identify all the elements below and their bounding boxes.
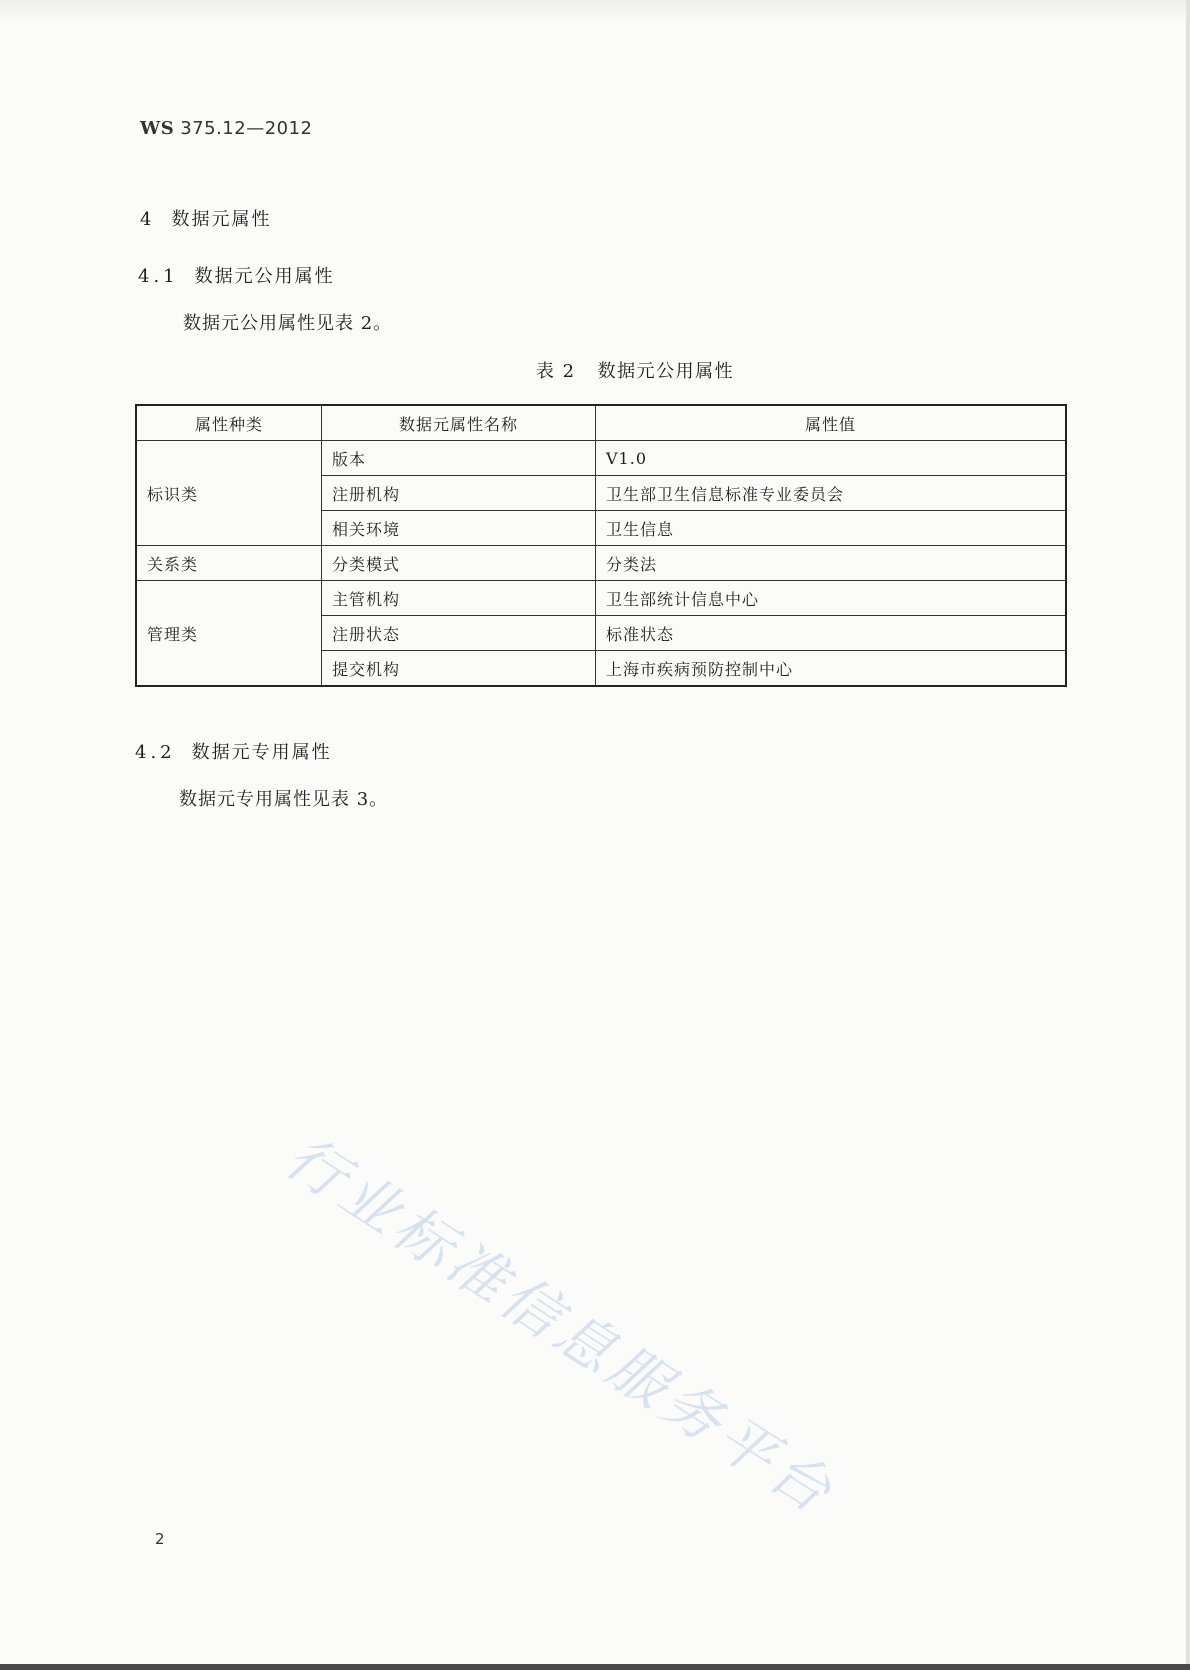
section-4-1-title: 数据元公用属性 xyxy=(194,266,335,287)
attribute-value-cell: 卫生部卫生信息标准专业委员会 xyxy=(596,476,1067,511)
table-row xyxy=(136,546,1066,581)
section-4-heading xyxy=(140,205,271,231)
section-4-1-heading xyxy=(138,262,335,288)
common-attributes-table xyxy=(135,404,1067,687)
attribute-name-cell: 相关环境 xyxy=(322,511,596,546)
attribute-name-cell: 版本 xyxy=(322,441,596,476)
table-row xyxy=(136,441,1066,476)
table-header-row xyxy=(136,405,1066,441)
category-cell: 关系类 xyxy=(136,546,322,581)
attribute-name-cell: 提交机构 xyxy=(322,651,596,687)
attribute-name-cell: 主管机构 xyxy=(322,581,596,616)
doc-code-number: 375.12—2012 xyxy=(180,118,313,139)
attribute-value-cell: 上海市疾病预防控制中心 xyxy=(596,651,1067,687)
category-cell: 标识类 xyxy=(136,441,322,546)
scan-edge-bottom xyxy=(0,1664,1190,1670)
attribute-value-cell: 卫生信息 xyxy=(596,511,1067,546)
attribute-name-cell: 注册状态 xyxy=(322,616,596,651)
scan-edge-top xyxy=(0,0,1190,22)
attribute-value-cell: 分类法 xyxy=(596,546,1067,581)
category-cell: 管理类 xyxy=(136,581,322,687)
section-4-2-number: 4.2 xyxy=(135,742,176,763)
page-number: 2 xyxy=(155,1530,165,1548)
table-2-caption xyxy=(0,357,1190,383)
section-4-1-number: 4.1 xyxy=(138,266,179,287)
section-4-title: 数据元属性 xyxy=(171,209,272,230)
attribute-value-cell: V1.0 xyxy=(596,441,1067,476)
doc-code-prefix: WS xyxy=(140,118,175,139)
table-row xyxy=(136,581,1066,616)
section-4-number: 4 xyxy=(140,209,156,230)
section-4-1-paragraph: 数据元公用属性见表 2。 xyxy=(183,313,393,334)
table-2-title: 数据元公用属性 xyxy=(597,361,735,382)
table-2-number: 表 2 xyxy=(535,361,576,382)
attribute-name-cell: 注册机构 xyxy=(322,476,596,511)
section-4-2-heading xyxy=(135,738,332,764)
header-attribute-value: 属性值 xyxy=(596,405,1067,441)
attribute-value-cell: 卫生部统计信息中心 xyxy=(596,581,1067,616)
section-4-2-paragraph: 数据元专用属性见表 3。 xyxy=(179,789,389,810)
section-4-2-title: 数据元专用属性 xyxy=(191,742,332,763)
header-attribute-category: 属性种类 xyxy=(136,405,322,441)
watermark-text: 行业标准信息服务平台 xyxy=(273,1122,848,1529)
attribute-name-cell: 分类模式 xyxy=(322,546,596,581)
attribute-value-cell: 标准状态 xyxy=(596,616,1067,651)
document-code xyxy=(140,118,313,139)
scan-edge-right xyxy=(1186,0,1190,1670)
header-attribute-name: 数据元属性名称 xyxy=(322,405,596,441)
